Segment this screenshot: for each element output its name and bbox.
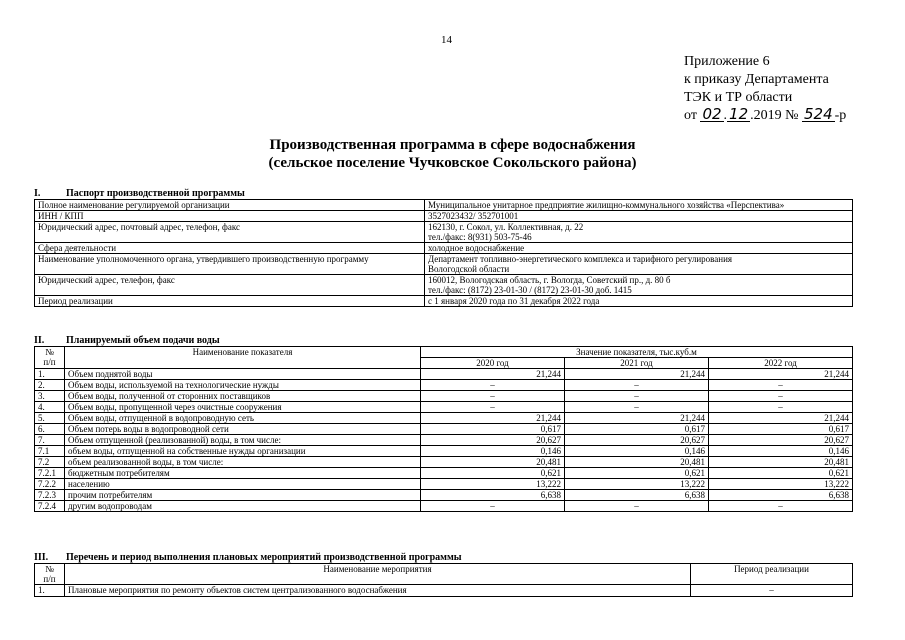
row-number: 7.2 bbox=[35, 457, 65, 468]
indicator-name: Объем воды, пропущенной через очистные сооружения bbox=[65, 402, 421, 413]
appendix-date-year: .2019 № bbox=[750, 108, 799, 123]
section-2-heading bbox=[34, 335, 220, 346]
appendix-date-line bbox=[684, 107, 846, 125]
indicator-name: другим водопроводам bbox=[65, 501, 421, 512]
water-volume-body bbox=[35, 369, 853, 512]
row-number: 5. bbox=[35, 413, 65, 424]
value-2020: 0,617 bbox=[421, 424, 565, 435]
row-number: 7. bbox=[35, 435, 65, 446]
appendix-line-2: к приказу Департамента bbox=[684, 72, 829, 87]
table-header-row bbox=[35, 564, 853, 585]
row-number: 1. bbox=[35, 369, 65, 380]
value-2021: – bbox=[565, 501, 709, 512]
value-2020: 20,481 bbox=[421, 457, 565, 468]
value-2021: 21,244 bbox=[565, 369, 709, 380]
value-2020: – bbox=[421, 380, 565, 391]
value-2022: 21,244 bbox=[709, 413, 853, 424]
value-2020: 6,638 bbox=[421, 490, 565, 501]
value-2022: 21,244 bbox=[709, 369, 853, 380]
passport-label: Период реализации bbox=[35, 296, 425, 307]
row-number: 6. bbox=[35, 424, 65, 435]
value-2022: 6,638 bbox=[709, 490, 853, 501]
table-row bbox=[35, 369, 853, 380]
indicator-name: объем реализованной воды, в том числе: bbox=[65, 457, 421, 468]
passport-value: Муниципальное унитарное предприятие жилищно-коммунального хозяйства «Перспектива» bbox=[425, 200, 853, 211]
section-1-number: I. bbox=[34, 188, 41, 199]
header-period: Период реализации bbox=[691, 564, 853, 585]
value-2022: – bbox=[709, 402, 853, 413]
passport-label: Юридический адрес, телефон, факс bbox=[35, 275, 425, 296]
passport-row bbox=[35, 211, 853, 222]
water-volume-table bbox=[34, 346, 853, 512]
passport-row bbox=[35, 243, 853, 254]
passport-value-line: 160012, Вологодская область, г. Вологда, Советский пр., д. 80 б bbox=[428, 275, 671, 285]
header-number-line-2: п/п bbox=[43, 357, 56, 367]
value-2021: – bbox=[565, 391, 709, 402]
value-2022: 0,146 bbox=[709, 446, 853, 457]
value-2020: 0,621 bbox=[421, 468, 565, 479]
table-row bbox=[35, 391, 853, 402]
measures-table bbox=[34, 563, 853, 597]
passport-label: Наименование уполномоченного органа, утвердившего производственную программу bbox=[35, 254, 425, 275]
value-2021: 6,638 bbox=[565, 490, 709, 501]
header-year-2022: 2022 год bbox=[709, 358, 853, 369]
row-number: 4. bbox=[35, 402, 65, 413]
section-1-title: Паспорт производственной программы bbox=[66, 188, 245, 199]
indicator-name: Объем воды, полученной от сторонних поставщиков bbox=[65, 391, 421, 402]
row-number: 7.2.4 bbox=[35, 501, 65, 512]
value-2022: 13,222 bbox=[709, 479, 853, 490]
row-number: 7.1 bbox=[35, 446, 65, 457]
value-2022: – bbox=[709, 391, 853, 402]
value-2021: 21,244 bbox=[565, 413, 709, 424]
header-year-2020: 2020 год bbox=[421, 358, 565, 369]
table-row bbox=[35, 479, 853, 490]
value-2020: – bbox=[421, 501, 565, 512]
passport-label: ИНН / КПП bbox=[35, 211, 425, 222]
section-1-heading bbox=[34, 188, 245, 199]
appendix-date-prefix: от bbox=[684, 108, 697, 123]
table-row bbox=[35, 435, 853, 446]
value-2020: 0,146 bbox=[421, 446, 565, 457]
header-number-line-2: п/п bbox=[43, 574, 56, 584]
row-number: 3. bbox=[35, 391, 65, 402]
value-2021: 0,146 bbox=[565, 446, 709, 457]
passport-row bbox=[35, 254, 853, 275]
value-2021: 20,627 bbox=[565, 435, 709, 446]
title-line-1: Производственная программа в сфере водоснабжения bbox=[269, 137, 636, 153]
header-measure-name: Наименование мероприятия bbox=[65, 564, 691, 585]
indicator-name: объем воды, отпущенной на собственные нужды организации bbox=[65, 446, 421, 457]
row-number: 7.2.3 bbox=[35, 490, 65, 501]
value-2021: 20,481 bbox=[565, 457, 709, 468]
value-2021: 13,222 bbox=[565, 479, 709, 490]
header-year-2021: 2021 год bbox=[565, 358, 709, 369]
passport-value-line: Вологодской области bbox=[428, 264, 510, 274]
value-2022: 0,617 bbox=[709, 424, 853, 435]
row-number: 7.2.2 bbox=[35, 479, 65, 490]
value-2021: – bbox=[565, 402, 709, 413]
table-row bbox=[35, 585, 853, 597]
header-value-group: Значение показателя, тыс.куб.м bbox=[421, 347, 853, 358]
passport-value bbox=[425, 254, 853, 275]
value-2020: 21,244 bbox=[421, 413, 565, 424]
passport-label: Сфера деятельности bbox=[35, 243, 425, 254]
table-header-row bbox=[35, 347, 853, 358]
section-2-number: II. bbox=[34, 335, 45, 346]
passport-value bbox=[425, 275, 853, 296]
value-2020: 21,244 bbox=[421, 369, 565, 380]
passport-value-line: тел./факс: (8172) 23-01-30 / (8172) 23-01-30 доб. 1415 bbox=[428, 285, 632, 295]
title-line-2: (сельское поселение Чучковское Сокольского района) bbox=[268, 155, 637, 171]
row-number: 7.2.1 bbox=[35, 468, 65, 479]
header-number bbox=[35, 347, 65, 369]
header-number-line-1: № bbox=[45, 564, 54, 574]
table-row bbox=[35, 413, 853, 424]
table-row bbox=[35, 501, 853, 512]
table-row bbox=[35, 457, 853, 468]
passport-value bbox=[425, 222, 853, 243]
appendix-line-3: ТЭК и ТР области bbox=[684, 90, 793, 105]
value-2022: 20,627 bbox=[709, 435, 853, 446]
passport-value-line: 162130, г. Сокол, ул. Коллективная, д. 22 bbox=[428, 222, 584, 232]
passport-row bbox=[35, 222, 853, 243]
value-2021: – bbox=[565, 380, 709, 391]
value-2022: – bbox=[709, 501, 853, 512]
passport-label: Полное наименование регулируемой организации bbox=[35, 200, 425, 211]
table-row bbox=[35, 446, 853, 457]
header-number bbox=[35, 564, 65, 585]
document-title bbox=[0, 136, 905, 172]
page-number: 14 bbox=[441, 34, 452, 46]
passport-row bbox=[35, 275, 853, 296]
table-row bbox=[35, 380, 853, 391]
appendix-block bbox=[684, 53, 846, 125]
value-2020: 20,627 bbox=[421, 435, 565, 446]
header-indicator-name: Наименование показателя bbox=[65, 347, 421, 369]
indicator-name: населению bbox=[65, 479, 421, 490]
row-number: 1. bbox=[35, 585, 65, 597]
row-number: 2. bbox=[35, 380, 65, 391]
indicator-name: Объем воды, используемой на технологические нужды bbox=[65, 380, 421, 391]
header-number-line-1: № bbox=[45, 347, 54, 357]
value-2022: 0,621 bbox=[709, 468, 853, 479]
measure-name: Плановые мероприятия по ремонту объектов систем централизованного водоснабжения bbox=[65, 585, 691, 597]
section-3-number: III. bbox=[34, 552, 49, 563]
indicator-name: Объем отпущенной (реализованной) воды, в том числе: bbox=[65, 435, 421, 446]
appendix-line-1: Приложение 6 bbox=[684, 54, 770, 69]
table-row bbox=[35, 468, 853, 479]
passport-value: с 1 января 2020 года по 31 декабря 2022 года bbox=[425, 296, 853, 307]
passport-label: Юридический адрес, почтовый адрес, телефон, факс bbox=[35, 222, 425, 243]
value-2021: 0,621 bbox=[565, 468, 709, 479]
passport-value: холодное водоснабжение bbox=[425, 243, 853, 254]
measure-period: – bbox=[691, 585, 853, 597]
table-row bbox=[35, 424, 853, 435]
value-2022: – bbox=[709, 380, 853, 391]
appendix-order-number: 524 bbox=[803, 105, 833, 123]
value-2020: 13,222 bbox=[421, 479, 565, 490]
appendix-date-month: 12 bbox=[729, 105, 749, 123]
appendix-date-dot: . bbox=[723, 108, 728, 123]
passport-value-line: тел./факс: 8(931) 503-75-46 bbox=[428, 232, 532, 242]
value-2021: 0,617 bbox=[565, 424, 709, 435]
indicator-name: Объем воды, отпущенной в водопроводную сеть bbox=[65, 413, 421, 424]
section-2-title: Планируемый объем подачи воды bbox=[66, 335, 220, 346]
indicator-name: Объем потерь воды в водопроводной сети bbox=[65, 424, 421, 435]
passport-value: 3527023432/ 352701001 bbox=[425, 211, 853, 222]
value-2020: – bbox=[421, 391, 565, 402]
passport-value-line: Департамент топливно-энергетического комплекса и тарифного регулирования bbox=[428, 254, 733, 264]
value-2020: – bbox=[421, 402, 565, 413]
appendix-order-suffix: -р bbox=[834, 108, 847, 123]
indicator-name: прочим потребителям bbox=[65, 490, 421, 501]
indicator-name: Объем поднятой воды bbox=[65, 369, 421, 380]
section-3-heading bbox=[34, 552, 462, 563]
table-row bbox=[35, 402, 853, 413]
section-3-title: Перечень и период выполнения плановых мероприятий производственной программы bbox=[66, 552, 462, 563]
appendix-date-day: 02 bbox=[702, 105, 722, 123]
indicator-name: бюджетным потребителям bbox=[65, 468, 421, 479]
passport-table bbox=[34, 199, 853, 307]
passport-row bbox=[35, 200, 853, 211]
value-2022: 20,481 bbox=[709, 457, 853, 468]
table-row bbox=[35, 490, 853, 501]
passport-row bbox=[35, 296, 853, 307]
